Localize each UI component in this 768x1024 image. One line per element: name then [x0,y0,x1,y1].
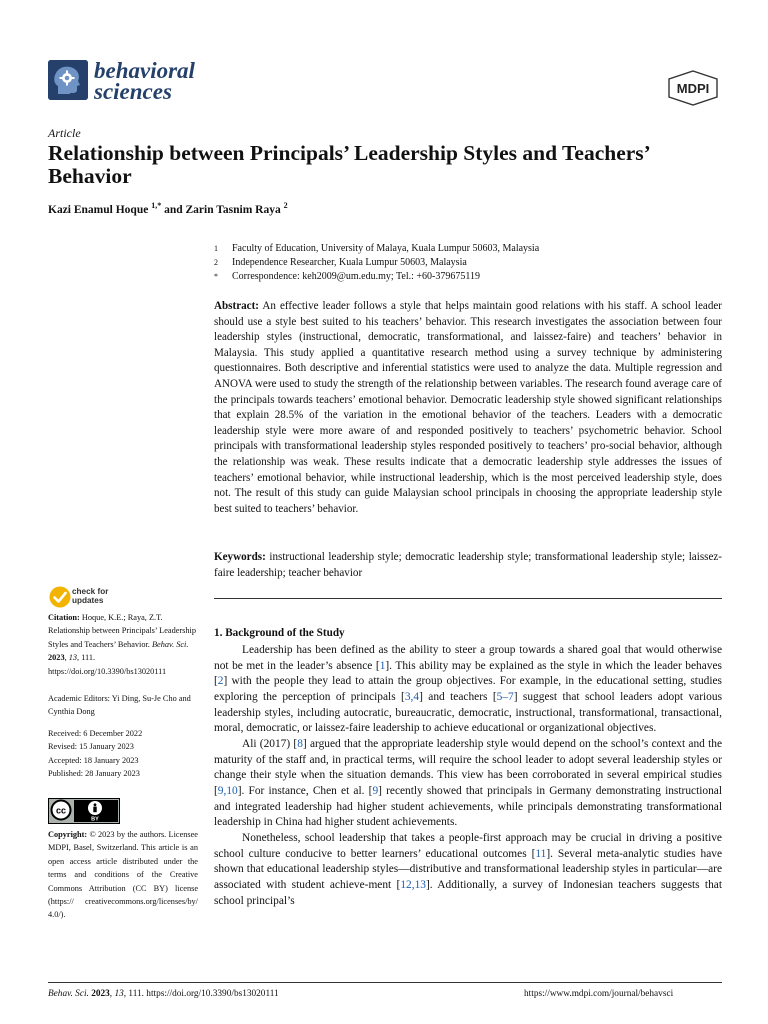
authors-line [48,201,288,216]
citation-block: Citation: Hoque, K.E.; Raya, Z.T. Relationship between Principals’ Leadership Styles and Teachers’ Behavior. Behav. Sci. 2023, 13, 111. https://doi.org/10.3390/bs13020111 [48,613,196,676]
article-type: Article [48,126,81,140]
footer-citation: Behav. Sci. 2023, 13, 111. https://doi.org/10.3390/bs13020111 [48,989,279,999]
citation-doi[interactable]: , 111. https://doi.org/10.3390/bs13020111 [48,653,167,676]
affiliation-2 [214,256,724,270]
copyright-block: Copyright: © 2023 by the authors. Licensee MDPI, Basel, Switzerland. This article is an open access article distributed under the terms and conditions of the Creative Commons Attribution (CC BY) license (https:// creativecommons.org/licenses/by/ 4.0/). [48,830,198,920]
article-title: Relationship between Principals’ Leadership Styles and Teachers’ Behavior [48,141,650,188]
affiliation-text: Independence Researcher, Kuala Lumpur 50603, Malaysia [232,257,467,268]
paragraph-2: Ali (2017) [8] argued that the appropriate leadership style would depend on the school’s context and the maturity of the staff and, in practical terms, will require the school leader to adopt several leadership styles or change their style when the situation demands. This view has been corroborated in several empirical studies [9,10]. For instance, Chen et al. [9] recently showed that principals in Germany demonstrating instructional and integrated leadership had higher student achievements, while principals demonstrating transformational leadership in China had higher student achievements. [214,737,723,829]
academic-editors: Academic Editors: Yi Ding, Su-Je Cho and Cynthia Dong [48,694,191,717]
citation-link[interactable]: 3,4 [404,690,420,703]
journal-name-line2: sciences [94,79,172,104]
footer-doi[interactable]: , 111. https://doi.org/10.3390/bs13020111 [123,989,279,999]
check-updates-icon [48,585,72,609]
affiliation-mark: * [214,272,218,281]
footer-divider [48,982,722,983]
author-1-affil: 1,* [151,201,162,210]
correspondence [214,270,724,284]
cc-icon: cc [55,805,67,816]
by-icon: BY [91,816,99,823]
abstract-text: An effective leader follows a style that helps maintain good relations with his staff. A school leader should use a style best suited to his teachers’ behavior. This research investigates the association between four leadership styles (instructional, democratic, transformational, and laissez-faire) and teachers’ behavior in Malaysia. This study applied a quantitative research method using a survey technique by administering questionnaires. Both descriptive and inferential statistics were used to analyze the data. Multiple regression and ANOVA were used to study the strength of the relationship between variables. The research found average care of the principals towards teachers’ emotional behavior. Democratic leadership style showed significant relationships that explain 28.5% of the variation in the emotional behavior of the teachers. Leaders with a democratic leadership style were more aware of and responded positively to teachers’ psychometric behavior. School principals with transformational leadership styles responded positively to teachers’ pro-social behavior, although the relationship was weak. These results indicate that a democratic leadership style addresses the issues of teachers’ emotional behavior, while instructional leadership, which is the most perceived leadership style, does not. The result of this study can guide Malaysian school principals in choosing the appropriate leadership style best suited to teachers’ behavior. [214,300,722,515]
accepted-date: Accepted: 18 January 2023 [48,755,139,765]
section-title: 1. Background of the Study [214,627,345,639]
affiliation-1 [214,242,724,256]
affiliation-mark: 2 [214,258,218,267]
affiliation-text: Faculty of Education, University of Malaya, Kuala Lumpur 50603, Malaysia [232,243,540,254]
publisher-label: MDPI [676,81,710,96]
citation-link[interactable]: 8 [297,737,303,750]
section-body [214,643,722,909]
paragraph-3: Nonetheless, school leadership that takes a people-first approach may be crucial in driving a positive school culture conducive to better learners’ educational outcomes [11]. Several meta-analytic studies have shown that educational leadership styles—distributive and transformational leadership styles in particular—are associated with student achieve-ment [12,13]. Additionally, a survey of Indonesian teachers suggests that school principal’s [214,831,722,907]
citation-link[interactable]: 9 [372,784,379,797]
revised-date: Revised: 15 January 2023 [48,742,134,752]
citation-link[interactable]: 5–7 [496,690,514,703]
citation-link[interactable]: 9,10 [217,784,238,797]
correspondence-text[interactable]: Correspondence: keh2009@um.edu.my; Tel.: +60-379675119 [232,271,480,282]
divider [214,598,722,599]
citation-link[interactable]: 1 [379,659,386,672]
journal-name-line1: behavioral [94,58,195,83]
gear-head-icon [48,60,88,100]
keywords-text: instructional leadership style; democratic leadership style; transformational leadership style; laissez-faire leadership; teacher behavior [214,551,722,579]
author-2-affil: 2 [283,201,288,210]
published-date: Published: 28 January 2023 [48,769,140,779]
journal-name [94,60,195,102]
abstract-label: Abstract: [214,300,259,312]
citation-link[interactable]: 12,13 [400,878,426,891]
author-1[interactable]: Kazi Enamul Hoque [48,203,149,216]
mdpi-logo [666,70,720,106]
check-for-updates-badge[interactable] [48,585,188,611]
affiliation-mark: 1 [214,244,218,253]
received-date: Received: 6 December 2022 [48,729,143,738]
cc-by-license-badge[interactable] [48,798,120,824]
keywords-label: Keywords: [214,551,266,563]
citation-link[interactable]: 2 [217,675,224,688]
author-connector: and [164,203,183,216]
check-updates-text: check for updates [72,587,109,605]
citation-link[interactable]: 11 [535,847,547,860]
journal-logo [48,60,88,100]
abstract [214,299,722,517]
footer-journal-url[interactable]: https://www.mdpi.com/journal/behavsci [524,989,674,999]
author-2[interactable]: Zarin Tasnim Raya [185,203,281,216]
paragraph-1: Leadership has been defined as the ability to steer a group towards a shared goal that would otherwise not be met in the leader’s absence [1]. This ability may be explained as the style in which the leader behaves [2] with the people they lead to attain the group objectives. For example, in the educational setting, studies exploring the perception of principals [3,4] and teachers [5–7] suggest that school leaders adopt various leadership styles, including autocratic, bureaucratic, democratic, instructional, transformational, transactional, moral, democratic, or laissez-faire leadership to achieve educational or organizational objectives. [214,644,722,735]
dates-block [48,727,198,781]
keywords [214,550,722,581]
